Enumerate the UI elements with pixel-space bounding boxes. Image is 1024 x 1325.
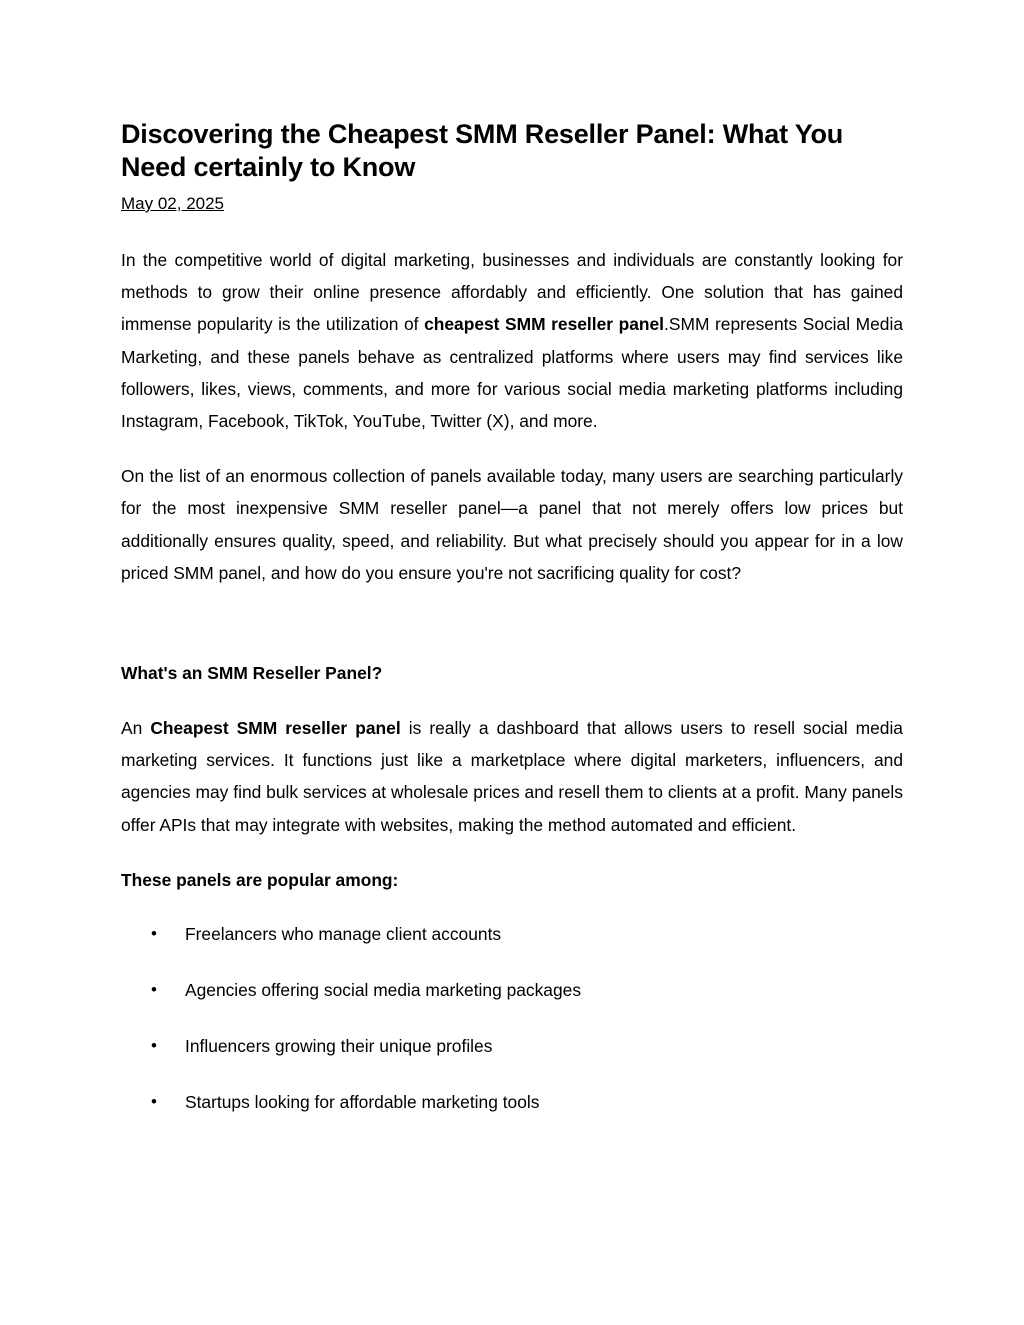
intro-paragraph <box>121 244 903 437</box>
audience-list <box>121 918 903 1118</box>
bullet-icon: • <box>151 979 157 999</box>
article-date-link[interactable]: May 02, 2025 <box>121 194 225 213</box>
article-title: Discovering the Cheapest SMM Reseller Panel: What You Need certainly to Know <box>121 119 844 182</box>
bullet-icon: • <box>151 1091 157 1111</box>
list-item <box>121 974 903 1006</box>
intro-text-start: In the competitive world of digital marketing, businesses and individuals are constantly looking for methods to grow their online presence affordably and efficiently. One solution that has gained immense popularity is the utilization of <box>121 250 903 335</box>
list-item <box>121 1030 903 1062</box>
definition-paragraph <box>121 712 903 841</box>
definition-text-end: is really a dashboard that allows users to resell social media marketing services. It functions just like a marketplace where digital marketers, influencers, and agencies may find bulk services at wholesale prices and resell them to clients at a profit. Many panels offer APIs that may integrate with websites, making the method automated and efficient. <box>121 718 903 835</box>
definition-text-start: An <box>121 718 151 739</box>
definition-bold-keyword: Cheapest SMM reseller panel <box>150 718 401 739</box>
list-item-text: Freelancers who manage client accounts <box>185 923 502 944</box>
document-page <box>121 118 903 1142</box>
section-heading-what-is: What's an SMM Reseller Panel? <box>121 663 383 684</box>
list-item <box>121 918 903 950</box>
intro-text-end: .SMM represents Social Media Marketing, and these panels behave as centralized platforms where users may find services like followers, likes, views, comments, and more for various social media marketing platforms including Instagram, Facebook, TikTok, YouTube, Twitter (X), and more. <box>121 314 904 432</box>
list-item <box>121 1086 903 1118</box>
list-item-text: Startups looking for affordable marketing tools <box>185 1091 540 1112</box>
intro-bold-keyword: cheapest SMM reseller panel <box>424 314 665 335</box>
list-item-text: Influencers growing their unique profiles <box>185 1035 493 1056</box>
second-paragraph: On the list of an enormous collection of panels available today, many users are searching particularly for the most inexpensive SMM reseller panel—a panel that not merely offers low prices but additionally ensures quality, speed, and reliability. But what precisely should you appear for in a low priced SMM panel, and how do you ensure you're not sacrificing quality for cost? <box>121 466 903 583</box>
section-heading-popular-among: These panels are popular among: <box>121 869 399 890</box>
bullet-icon: • <box>151 1035 157 1055</box>
list-item-text: Agencies offering social media marketing packages <box>185 979 582 1000</box>
bullet-icon: • <box>151 923 157 943</box>
